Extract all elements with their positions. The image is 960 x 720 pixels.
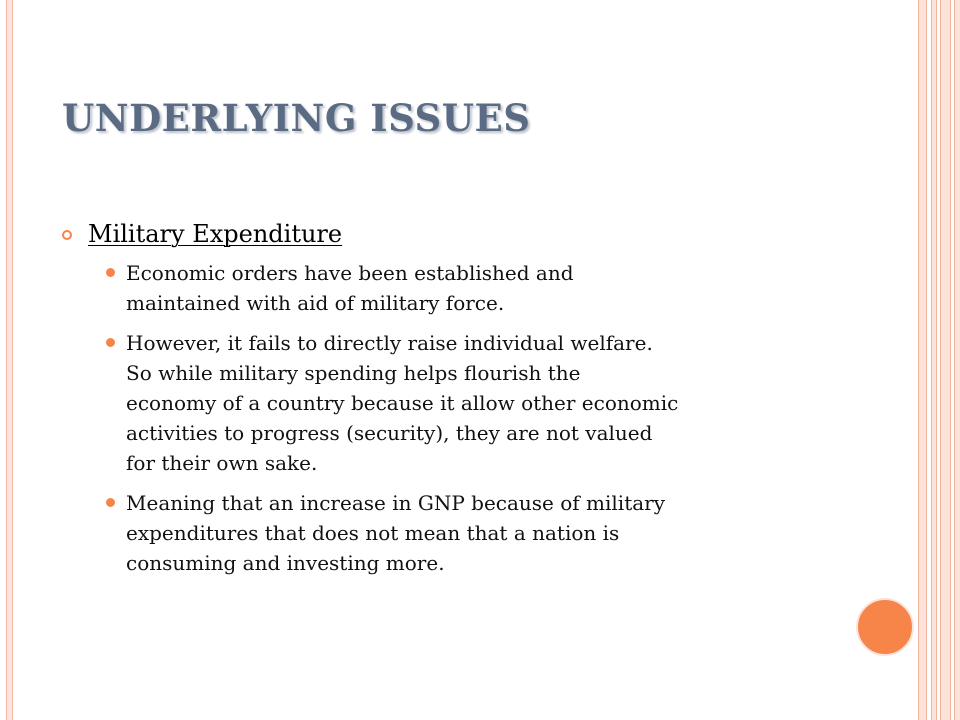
left-border-stripe [6,0,13,720]
list-item [60,258,840,318]
bullet-line: Meaning that an increase in GNP because of military [126,491,666,515]
heading-bullet [60,220,840,248]
slide-title: UNDERLYING ISSUES [62,96,531,140]
stripe [940,0,951,720]
bullet-line: expenditures that does not mean that a nation is [126,521,620,545]
slide-body [60,220,840,588]
bullet-line: economy of a country because it allow other economic [126,391,679,415]
dot-bullet-icon [106,338,115,347]
list-item [60,328,840,478]
bullet-line: activities to progress (security), they are not valued [126,421,653,445]
bullet-list [60,258,840,578]
decorative-circle-icon [856,598,914,656]
dot-bullet-icon [106,498,115,507]
stripe [918,0,927,720]
bullet-line: Economic orders have been established and [126,261,574,285]
bullet-line: for their own sake. [126,451,318,475]
list-item [60,488,840,578]
bullet-line: consuming and investing more. [126,551,445,575]
bullet-line: maintained with aid of military force. [126,291,505,315]
section-heading: Military Expenditure [88,220,343,248]
bullet-line: However, it fails to directly raise individual welfare. [126,331,653,355]
bullet-line: So while military spending helps flourish the [126,361,581,385]
stripe [931,0,937,720]
stripe [954,0,960,720]
dot-bullet-icon [106,268,115,277]
ring-bullet-icon [62,230,72,240]
right-decorative-stripes [918,0,960,720]
